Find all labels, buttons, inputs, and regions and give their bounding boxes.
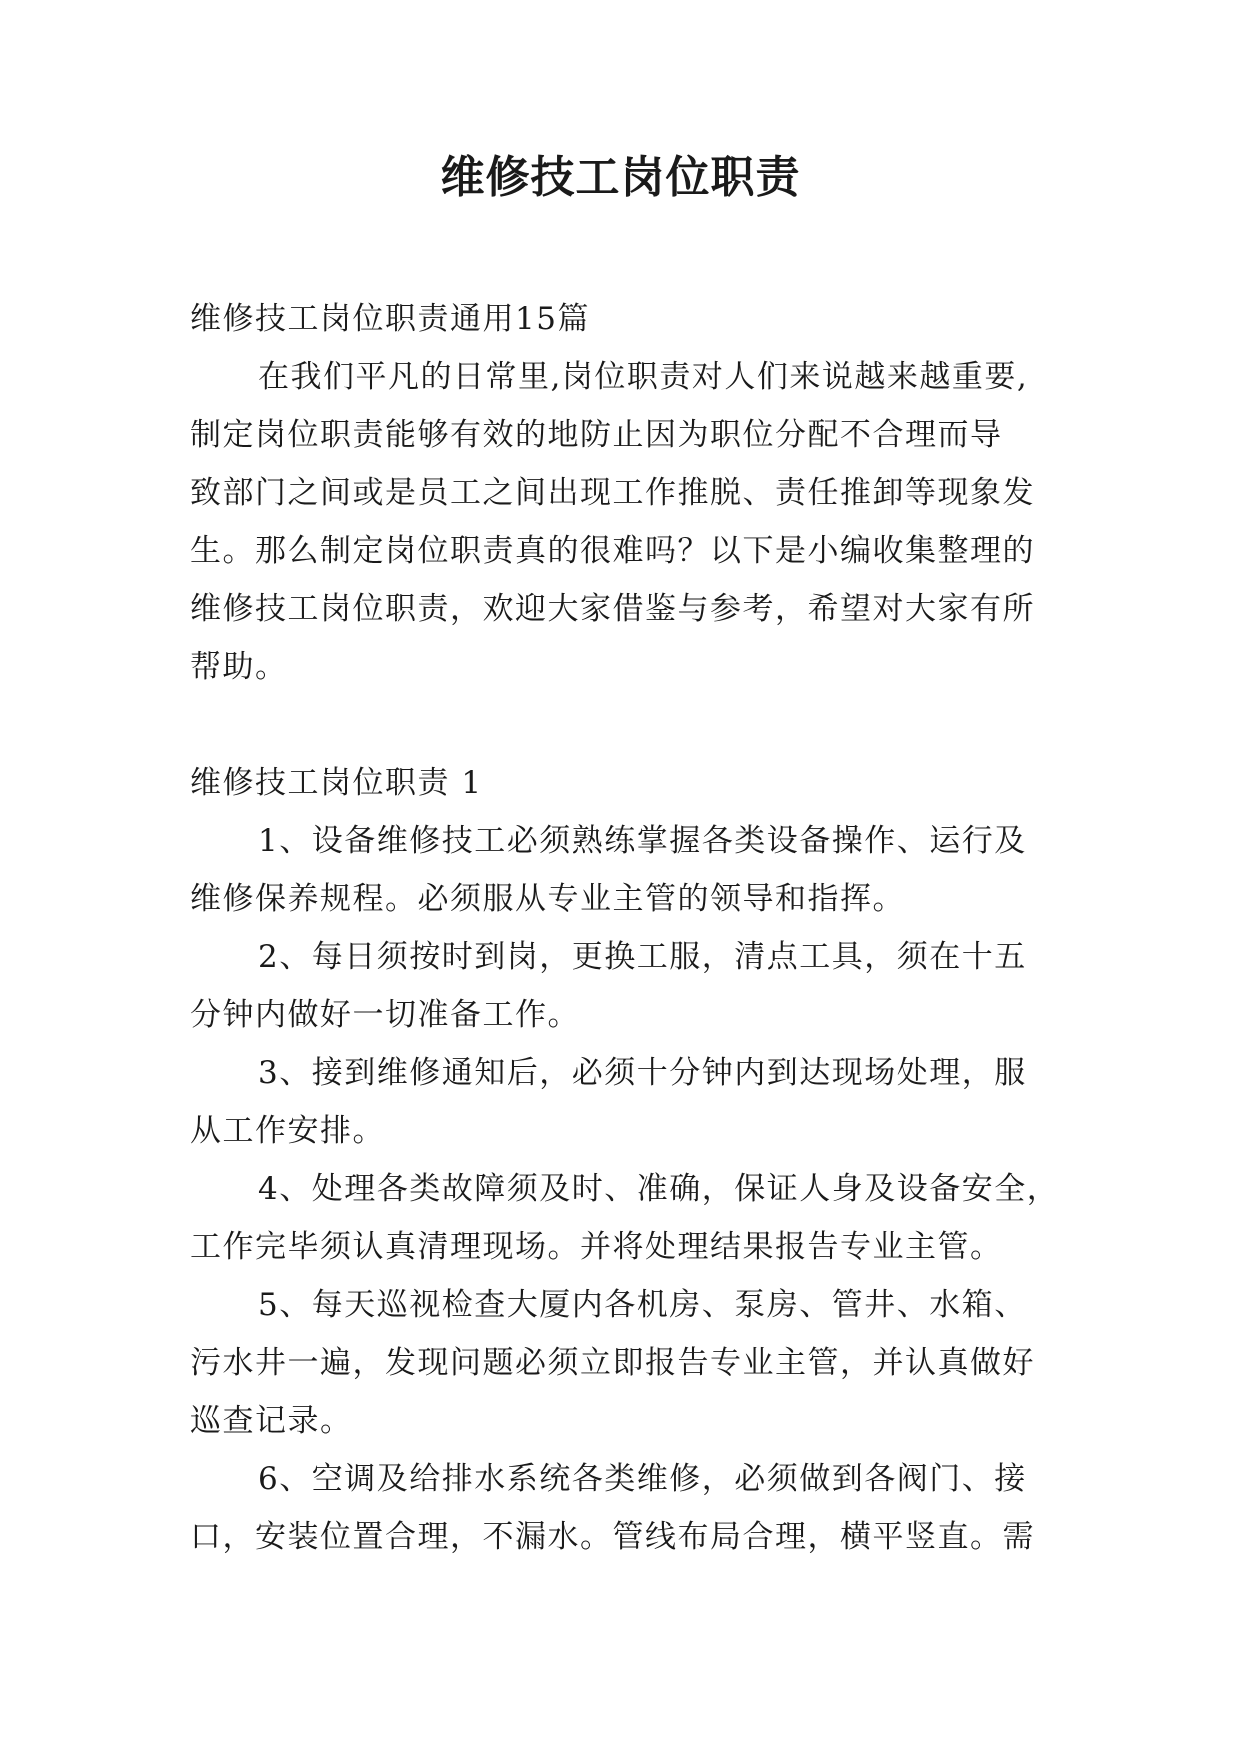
paragraph-line: 6、空调及给排水系统各类维修，必须做到各阀门、接 bbox=[258, 1461, 1027, 1497]
duty-item-4 bbox=[190, 1160, 1060, 1276]
paragraph-gap bbox=[190, 696, 1060, 754]
paragraph-line: 从工作安排。 bbox=[190, 1113, 385, 1149]
document-subtitle: 维修技工岗位职责通用15篇 bbox=[190, 301, 590, 337]
paragraph-line: 5、每天巡视检查大厦内各机房、泵房、管井、水箱、 bbox=[258, 1287, 1027, 1323]
duty-item-2 bbox=[190, 928, 1060, 1044]
duty-item-3 bbox=[190, 1044, 1060, 1160]
paragraph-line: 维修保养规程。必须服从专业主管的领导和指挥。 bbox=[190, 881, 905, 917]
paragraph-line: 口，安装位置合理，不漏水。管线布局合理，横平竖直。需 bbox=[190, 1519, 1035, 1555]
paragraph-line: 污水井一遍，发现问题必须立即报告专业主管，并认真做好 bbox=[190, 1345, 1035, 1381]
paragraph-line: 1、设备维修技工必须熟练掌握各类设备操作、运行及 bbox=[258, 823, 1027, 859]
paragraph-line: 工作完毕须认真清理现场。并将处理结果报告专业主管。 bbox=[190, 1229, 1003, 1265]
paragraph-line: 制定岗位职责能够有效的地防止因为职位分配不合理而导 bbox=[190, 417, 1003, 453]
paragraph-line: 维修技工岗位职责，欢迎大家借鉴与参考，希望对大家有所 bbox=[190, 591, 1035, 627]
duty-item-1 bbox=[190, 812, 1060, 928]
paragraph-line: 3、接到维修通知后，必须十分钟内到达现场处理，服 bbox=[258, 1055, 1027, 1091]
document-body bbox=[190, 290, 1060, 1566]
paragraph-line: 分钟内做好一切准备工作。 bbox=[190, 997, 580, 1033]
paragraph-line: 在我们平凡的日常里,岗位职责对人们来说越来越重要, bbox=[258, 359, 1029, 395]
section-title: 维修技工岗位职责 1 bbox=[190, 765, 483, 801]
document-title: 维修技工岗位职责 bbox=[440, 152, 801, 203]
duty-item-6 bbox=[190, 1450, 1060, 1566]
intro-paragraph bbox=[190, 348, 1060, 696]
paragraph-line: 4、处理各类故障须及时、准确，保证人身及设备安全， bbox=[258, 1171, 1060, 1207]
duty-item-5 bbox=[190, 1276, 1060, 1450]
paragraph-line: 帮助。 bbox=[190, 649, 288, 685]
paragraph-line: 巡查记录。 bbox=[190, 1403, 353, 1439]
paragraph-line: 2、每日须按时到岗，更换工服，清点工具，须在十五 bbox=[258, 939, 1027, 975]
paragraph-line: 生。那么制定岗位职责真的很难吗？以下是小编收集整理的 bbox=[190, 533, 1035, 569]
paragraph-line: 致部门之间或是员工之间出现工作推脱、责任推卸等现象发 bbox=[190, 475, 1035, 511]
